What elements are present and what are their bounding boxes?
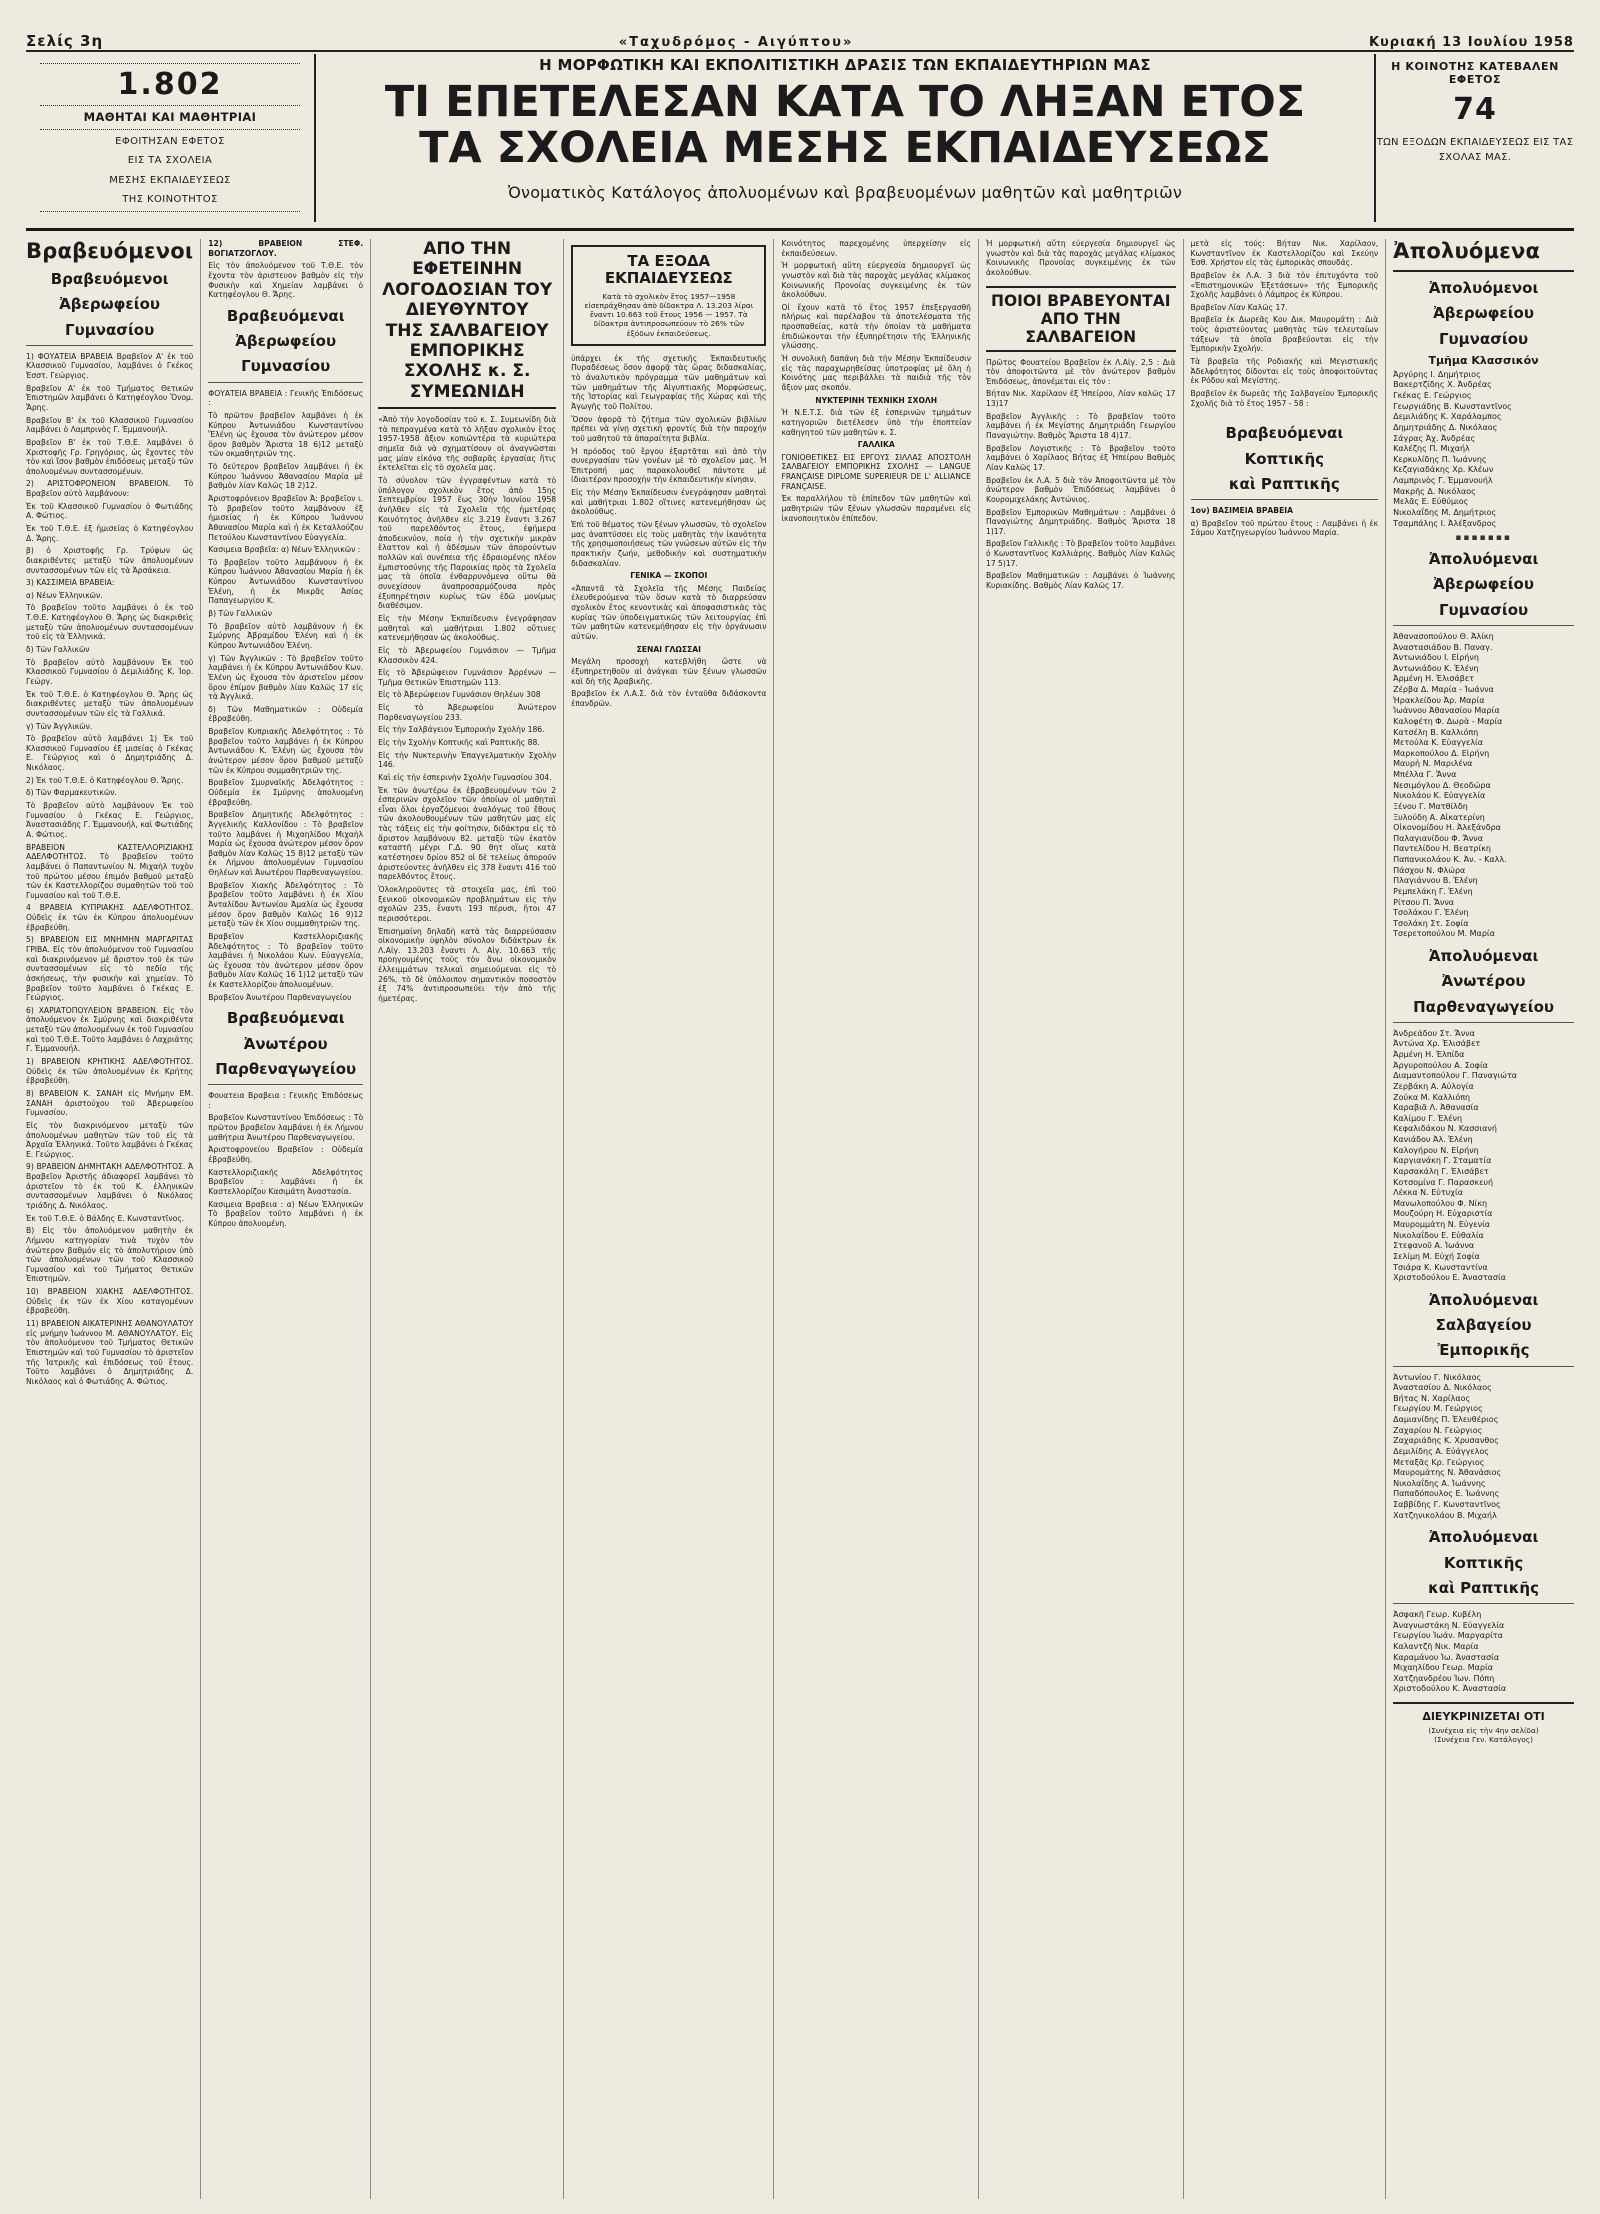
col3-lede — [378, 415, 556, 611]
list-item: Μουζούρη Η. Εὐχαριστία — [1393, 1209, 1493, 1219]
col4-para: Εἰς τὴν Μέσην Ἐκπαίδευσιν ἐνεγράφησαν μαθηταὶ καὶ μαθήτριαι 1.802 οἵτινες κατενεμήθησαν ὡς ἀκολούθως. — [571, 488, 767, 517]
col1-item: 8) ΒΡΑΒΕΙΟΝ Κ. ΣΑΝΑΗ εἰς Μνήμην ΕΜ. ΣΑΝΑΗ ἀριστούχου τοῦ Ἀβερωφείου Γυμνασίου. — [26, 1088, 194, 1118]
list-item: Ζερβάκη Α. Αὐλογία — [1393, 1081, 1474, 1091]
list-item: Μαρκοπούλου Δ. Εἰρήνη — [1393, 748, 1490, 758]
left-box-line3: ΕΙΣ ΤΑ ΣΧΟΛΕΙΑ — [127, 155, 213, 167]
list-item: Δημητριάδης Δ. Νικόλαος — [1393, 422, 1498, 432]
masthead-right-box — [1374, 54, 1574, 222]
col2-item: Βραβεῖον Ἀνωτέρου Παρθεναγωγείου — [208, 992, 352, 1002]
col1-item: 4 ΒΡΑΒΕΙΑ ΚΥΠΡΙΑΚΗΣ ΑΔΕΛΦΟΤΗΤΟΣ. Οὐδεὶς ἐκ τῶν ἐκ Κύπρου ἀπολυομένων ἐβραβεύθη. — [26, 903, 194, 932]
list-item: Πάσχου Ν. Φλώρα — [1393, 865, 1466, 875]
col4-para: Ἐπὶ τοῦ θέματος τῶν ξένων γλωσσῶν, τὸ σχολεῖον μας ἀναπτύσσει εἰς τοὺς μαθητὰς τὴν ἱκανότητα τῆς χρησιμοποιήσεως τῶν γνώσεων αὐτῶν εἰς τὴν πρακτικὴν ζωήν, μεθοδικὴν καὶ συστηματικὴν διδασκαλίαν. — [571, 520, 767, 568]
col2-item: β) Τῶν Γαλλικῶν — [208, 609, 273, 619]
col8-footer-line-2: (Συνέχεια Γεν. Κατάλογος) — [1434, 1735, 1534, 1745]
col2-item: Ἀριστοφρόνειον Βραβεῖον Ἀ: βραβεῖον ι. Τὸ βραβεῖον τοῦτο λαμβάνουν ἐξ ἡμισείας ἡ ἐκ Κύπρου Ἰωάννου Ἀθανασίου Μαρία καὶ ἡ ἐκ Κεταλλούζου Πετούλου Κωνσταντίνου Εὐαγγελία. — [208, 494, 364, 542]
col1-item: Β) Εἰς τὸν ἀπολυόμενον μαθητὴν ἐκ Λήμνου κατηγορίαν τινὰ τυχὸν τὸν ἀνώτερον βαθμόν εἰς τὸ ἀπολυτήριον ὑπὸ τῶν ἀπολυομένων τῶν τοῦ Κλασσικοῦ Γυμνασίου καὶ τοῦ Τμήματος Θετικῶν Ἐπιστημῶν. — [26, 1226, 194, 1284]
col7-section2-head: 1ον) ΒΑΣΙΜΕΙΑ ΒΡΑΒΕΙΑ — [1190, 506, 1293, 515]
col8-g2-title-2: Ἀνωτέρου — [1441, 972, 1526, 991]
list-item: Παπαδόπουλος Ε. Ἰωάννης — [1393, 1489, 1500, 1499]
col1-item: 5) ΒΡΑΒΕΙΟΝ ΕΙΣ ΜΝΗΜΗΝ ΜΑΡΓΑΡΙΤΑΣ ΓΡΙΒΑ. Εἰς τὸν ἀπολυόμενον τοῦ Γυμνασίου καὶ διακρινόμενον μὲ ἄριστον τοῦ ἐκ τῶν συντασσομένων εἰς τὸ πεδίο τῆς ἀσκήσεως, τὴν φυσικὴν καὶ χημείαν. Τὸ βραβεῖον τοῦτο λαμβάνει ὁ Γκέκας Ε. Γεώργιος. — [26, 935, 194, 1003]
list-item: Βακερτζίδης Χ. Ἀνδρέας — [1393, 380, 1492, 390]
col4-para: Βραβεῖον ἐκ Λ.Α.Σ. διὰ τὸν ἐνταῦθα διδάσκοντα ἐπανδρῶν. — [571, 689, 767, 708]
col1-sub-2: Ἀβερωφείου — [59, 295, 161, 314]
col8-g1-names — [1393, 632, 1574, 940]
column-8-heading: Ἀπολυόμενα — [1393, 239, 1541, 263]
col5-french-body: ΓΟΝΙΟΘΕΤΙΚΕΣ ΕΙΣ ΕΡΓΟΥΣ ΣΙΛΛΑΣ ΑΠΟΣΤΟΛΗ ΣΑΛΒΑΓΕΙΟΥ ΕΜΠΟΡΙΚΗΣ ΣΧΟΛΗΣ — LANGUE FRANÇAISE DIPLOME SUPERIEUR DE L' ALLIANCE FRANÇAISE. — [781, 452, 971, 491]
col3-award: Εἰς τὴν Νυκτερινὴν Ἐπαγγελματικὴν Σχολὴν 146. — [378, 750, 557, 770]
list-item: Οἰκονομίδου Η. Ἀλεξάνδρα — [1393, 823, 1501, 833]
col2-item: Βραβεῖον Κυπριακῆς Ἀδελφότητος : Τὸ βραβεῖον τοῦτο λαμβάνει ἡ ἐκ Κύπρου Ἀντωνιάδου Κ. Ἑλένη ὡς ἔχουσα τὸν ἀνώτερον μέσον ὅρον βαθμοῦ μεταξὺ τῶν ἐκ Κύπρου συμμαθητριῶν της. — [208, 727, 364, 775]
col6-entry: Βήταν Νικ. Χαρίλαον ἐξ Ἠπείρου, Λίαν καλῶς 17 13)17 — [985, 389, 1176, 409]
col1-item: β) ὁ Χριστοφῆς Γρ. Τρύφων ὡς διακριθέντες μεταξὺ τῶν ἀπολυομένων συντασσομένων τῶν εἰς τὰ Ἀρσάκεια. — [26, 546, 194, 575]
col1-item: Τὸ βραβεῖον αὐτὸ λαμβάνει 1) Ἐκ τοῦ Κλασσικοῦ Γυμνασίου ἐξ μισείας ὁ Γκέκας Ε. Γεώργιος καὶ ὁ Δημητριάδης Δ. Νικόλαος. — [26, 734, 194, 773]
feature-headline-line-2: ΤΗΣ ΣΑΛΒΑΓΕΙΟΥ ΕΜΠΟΡΙΚΗΣ ΣΧΟΛΗΣ κ. Σ. ΣΥΜΕΩΝΙΔΗ — [385, 320, 549, 402]
col5-french-head: ΓΑΛΛΙΚΑ — [857, 440, 895, 450]
percentage-figure: 74 — [1453, 92, 1497, 127]
column-5 — [773, 239, 978, 2199]
list-item: Μακρῆς Δ. Νικόλαος — [1393, 486, 1476, 496]
list-item: Μιχαηλίδου Γεωρ. Μαρία — [1393, 1663, 1493, 1673]
col2-item: Βραβεῖον Σμυρναϊκῆς Ἀδελφότητος : Οὐδεμία ἐκ Σμύρνης ἀπολυομένη ἐβραβεύθη. — [208, 778, 364, 807]
col8-g2-title-3: Παρθεναγωγείου — [1413, 997, 1554, 1016]
col5-para: Ἡ συνολικὴ δαπάνη διὰ τὴν Μέσην Ἐκπαίδευσιν εἰς τὰς παραχωρηθείσας ὑποτροφίας μὲ ὅλη ἡ Κοινότης μας περιβάλλει τὰ παιδιὰ τῆς τὸν ἄξιον μας σκοπόν. — [781, 354, 971, 392]
list-item: Χριστοδούλου Ε. Ἀναστασία — [1393, 1273, 1506, 1283]
col2-item2: Κασιμεια Βραβεια : α) Νέων Ἑλληνικῶν Τὸ βραβεῖον τοῦτο λαμβάνει ἡ ἐκ Κύπρου ἀπολυομένη. — [208, 1199, 364, 1228]
col1-sub-3: Γυμνασίου — [65, 320, 155, 339]
col1-item: Τὸ βραβεῖον αὐτὸ λαμβάνουν Ἐκ τοῦ Κλασσικοῦ Γυμνασίου ὁ Δεμιλιάδης Κ. Ἰορ. Γεώργ. — [26, 657, 194, 686]
col8-g4-title-2: Κοπτικῆς — [1443, 1553, 1524, 1572]
list-item: Χριστοδούλου Κ. Ἀναστασία — [1393, 1684, 1507, 1694]
col3-award: Εἰς τὴν Μέσην Ἐκπαίδευσιν ἐνεγράφησαν μαθηταὶ καὶ μαθήτριαι 1.802 οὕτινες κατενεμήθησαν ὡς ἀκολούθως. — [378, 613, 557, 643]
list-item: Ἀναστασίου Δ. Νικόλαος — [1393, 1383, 1492, 1393]
col2-item: Βραβεῖον Χιακῆς Ἀδελφότητος : Τὸ βραβεῖον τοῦτο λαμβάνει ἡ ἐκ Χίου Ἀνταλίδου Ἀντωνίου Ἀμαλία ὡς ἔχουσα μέσον ὅρον βαθμὸν Καλῶς 16 9)12 μεταξὺ τῶν ἐκ Χίου συμμαθητριῶν της. — [208, 880, 364, 929]
list-item: Λαμπρινὸς Γ. Ἐμμανουήλ — [1393, 476, 1493, 485]
left-box-line4: ΜΕΣΗΣ ΕΚΠΑΙΔΕΥΣΕΩΣ — [109, 174, 231, 186]
list-item: Διαμαντοπούλου Γ. Παναγιώτα — [1393, 1071, 1518, 1081]
list-item: Ἀντωνιάδου Ι. Εἰρήνη — [1393, 653, 1479, 663]
col2-item12-body: Εἰς τὸν ἀπολυόμενον τοῦ Τ.Θ.Ε. τὸν ἔχοντα τὸν ἀριστευον βαθμὸν εἰς τὴν Φυσικὴν καὶ Χημείαν λαμβάνει ὁ Κατηφέογλου Θ. Ἄρης. — [208, 261, 364, 300]
col3-para: «Ἀπὸ τὴν λογοδοσίαν τοῦ κ. Σ. Συμεωνίδη διὰ τὰ πεπραγμένα κατὰ τὸ λῆξαν σχολικὸν ἔτος 1957-1958 ἄξιον κοπιῶντέρα τὰ κυριώτερα σημεῖα διὰ νὰ σχηματίσουν οἱ ἀναγνῶσται μας μίαν εἰκόνα τῆς σοβαρᾶς ἐργασίας ἥτις ἐκτελεῖται εἰς τὸ σχολεῖα μας. — [378, 415, 557, 473]
col2-item: Τὸ δεύτερον βραβεῖον λαμβάνει ἡ ἐκ Κύπρου Ἰωάννου Ἀθανασίου Μαρία μὲ βαθμὸν λίαν Καλῶς 18 2)12. — [208, 462, 364, 491]
list-item: Χατζηνικολάου Β. Μιχαήλ — [1393, 1510, 1497, 1520]
col5-para: Οἱ ἔχουν κατὰ τὸ ἔτος 1957 ἐπεξεργασθῆ πλήρως καὶ παρέλαβον τὰ ἀποτελέσματα τῆς προσπαθείας, κατὰ τὴν ὁποίαν τὰ μαθήματα ἐπιδιώκονται τὴν ἐξυπηρέτησιν τῆς Ἑλληνικῆς γλώσσης. — [781, 302, 971, 351]
col2-item2: Βραβεῖον Κωνσταντίνου Ἐπιδόσεως : Τὸ πρῶτον βραβεῖον λαμβάνει ἡ ἐκ Λήμνου μαθήτρια Ἀνωτέρου Παρθεναγωγείου. — [208, 1113, 364, 1142]
list-item: Ἀντωνιάδου Κ. Ἑλένη — [1393, 663, 1479, 673]
masthead-center — [316, 54, 1374, 222]
col7-para: Βραβεῖα ἐκ Δωρεᾶς Κου Δικ. Μαυρομάτη : Διὰ τοὺς ἀριστεύοντας μαθητὰς τῶν τελευταίων τάξεων τὰ ὁποῖα βραβεύονται εἰς τὴν Ἐμπορικὴν Σχολήν. — [1190, 315, 1379, 354]
col3-award: Εἰς τὴν Σαλβάγειον Ἐμπορικὴν Σχολὴν 186. — [378, 725, 545, 735]
col6-body — [986, 358, 1176, 591]
expenses-box-title — [580, 253, 757, 288]
col1-item: γ) Τῶν Ἀγγλικῶν. — [26, 721, 93, 731]
col2-sub-6: Παρθεναγωγείου — [215, 1059, 357, 1078]
col4-section-head-2: ΣΕΝΑΙ ΓΛΩΣΣΑΙ — [636, 644, 701, 654]
col4-intro: ὑπάρχει ἐκ τῆς σχετικῆς Ἐκπαιδευτικῆς Πυραδέσεως ὅσον ἀφορᾷ τὰς ὥρας διδασκαλίας, τὸ ἀναλυτικὸν πρόγραμμα τῶν μαθημάτων καὶ τῶν μαθημάτων τῆς Αἰγυπτιακῆς Μορφώσεως, τῆς Ἱστορίας καὶ Γεωγραφίας τῆς Χώρας καὶ τῆς Ἀγωγῆς τοῦ Πολίτου. — [571, 353, 767, 411]
col2-item: γ) Τῶν Ἀγγλικῶν : Τὸ βραβεῖον τοῦτο λαμβάνει ἡ ἐκ Κύπρου Ἀντωνιάδου Κων. Ἑλένη ὡς ἔχουσα τὸν ἀριστεῖον μέσον ὅρον ἐπίμον βαθμὸν λίαν Καλῶς 17 εἰς τὰ Ἀγγλικά. — [208, 653, 364, 702]
list-item: Ἀρμένη Η. Ἐλισάβετ — [1393, 674, 1474, 684]
list-item: Ξένου Γ. Ματθίλδη — [1393, 801, 1468, 811]
col3-award: Εἰς τὸ Ἀβερωφείου Ἀνώτερον Παρθεναγωγείου 233. — [378, 703, 557, 722]
col8-g0-title-1: Ἀπολυόμενοι — [1428, 279, 1539, 297]
list-item: Ξυλούδη Α. Αἰκατερίνη — [1393, 812, 1485, 822]
col5-para: Κοινότητος παρεχομένης ὑπερχείσην εἰς ἐκπαιδεύσεων. — [781, 239, 971, 258]
col1-body — [26, 352, 193, 1387]
col1-item: 11) ΒΡΑΒΕΙΟΝ ΑΙΚΑΤΕΡΙΝΗΣ ΑΘΑΝΟΥΛΑΤΟΥ εἰς μνήμην Ἰωάννου Μ. ΑΘΑΝΟΥΛΑΤΟΥ. Εἰς τὸν ἀπολυόμενον τοῦ Τμήματος Θετικῶν Ἐπιστημῶν καὶ τοῦ Γυμνασίου τὸ ἀριστεῖον τῆς Ἰατρικῆς καὶ ἐπιδόσεως τοῦ ἔτους. Τοῦτο λαμβάνει ὁ Δημητριάδης Δ. Νικόλαος καὶ ὁ Φωτιάδης Α. Φώτιος. — [26, 1319, 194, 1386]
col1-item: δ) Τῶν Φαρμακευτικῶν. — [26, 788, 117, 798]
list-item: Βήτας Ν. Χαρίλαος — [1393, 1393, 1471, 1403]
article-grid — [26, 239, 1574, 2199]
col2-item: δ) Τῶν Μαθηματικῶν : Οὐδεμία ἐβραβεύθη. — [208, 704, 364, 724]
list-item: Μπέλλα Γ. Ἄννα — [1393, 770, 1457, 779]
column-8 — [1385, 239, 1574, 2199]
col3-award: Ἐπισημαίνη δηλαδὴ κατὰ τὰς διαρρεύσασιν οἰκονομικὴν ὑψηλὸν σύνολον διδάκτρων ἐκ Λ.Αἰγ. 13.203 ἔναντι Λ. Αἰγ. 10.663 τῆς προηγουμένης τοὺς τὸν ἄνω οἰκονομικὸν ἐλλειμμάτων τελικαὶ σημειούμεναι εἰς τὸ 26%, τὸ δὲ ὑπόλοιπον σημαντικὸν ποσοστὸν ἐξ 74% ἀντιπροσωπεύει τὴν ἀπὸ τῆς ἡμετέρας. — [378, 926, 557, 1003]
list-item: Καραβιᾶ Λ. Ἀθανασία — [1393, 1103, 1479, 1113]
col4-body — [571, 354, 766, 709]
list-item: Μελᾶς Ε. Εὐθύμιος — [1393, 497, 1469, 507]
list-item: Ἀντωνίου Γ. Νικόλαος — [1393, 1372, 1482, 1382]
col6-entry: Βραβεῖον Γαλλικῆς : Τὸ βραβεῖον τοῦτο λαμβάνει ὁ Κωνσταντῖνος Καλλιάρης. Βαθμὸς Λίαν Καλῶς 17 5)17. — [985, 539, 1176, 568]
col8-g4-names — [1393, 1610, 1574, 1695]
col7-para: Βραβεῖον ἐκ δωρεᾶς τῆς Σαλβαγείου Ἐμπορικῆς Σχολῆς διὰ τὸ ἔτος 1957 - 58 : — [1190, 388, 1379, 408]
col7-body — [1191, 239, 1379, 408]
col2-sub-3: Γυμνασίου — [241, 357, 331, 376]
list-item: Πλαγιάννου Β. Ἑλένη — [1393, 876, 1478, 886]
col7-section-head-1: Βραβευόμεναι — [1225, 424, 1344, 443]
col3-award: Εἰς τὸ Ἀβερωφείου Γυμνάσιον — Τμῆμα Κλασσικὸν 424. — [378, 645, 557, 665]
list-item: Κοτσομίνα Γ. Παρασκευή — [1393, 1177, 1494, 1187]
col8-g3-title-2: Σαλβαγείου — [1435, 1316, 1532, 1334]
col2-sub-4: Βραβευόμεναι — [226, 1009, 345, 1028]
col8-g2-names — [1393, 1029, 1574, 1284]
col1-item: Ἐκ τοῦ Κλασσικοῦ Γυμνασίου ὁ Φωτιάδης Α. Φώτιος. — [26, 501, 194, 521]
list-item: Κατσέλη Β. Καλλιόπη — [1393, 727, 1479, 737]
list-item: Κερκυλίδης Π. Ἰωάννης — [1393, 454, 1487, 464]
awards-banner: ΠΟΙΟΙ ΒΡΑΒΕΥΟΝΤΑΙ ΑΠΟ ΤΗΝ ΣΑΛΒΑΓΕΙΟΝ — [986, 286, 1176, 352]
column-1-heading: Βραβευόμενοι — [26, 239, 194, 263]
col2-sub-2: Ἀβερωφείου — [235, 332, 337, 351]
list-item: Γκέκας Ε. Γεώργιος — [1393, 391, 1472, 400]
list-item: Σάγρας Ἀχ. Ἀνδρέας — [1393, 433, 1476, 443]
col1-sub-1: Βραβευόμενοι — [50, 270, 169, 288]
col1-item: 2) Ἐκ τοῦ Τ.Θ.Ε. ὁ Κατηφέογλου Θ. Ἄρης. — [26, 775, 184, 785]
ornament-divider: ▪▪▪▪▪▪▪ — [1455, 533, 1512, 544]
expenses-box-body: Κατὰ τὸ σχολικὸν ἔτος 1957—1958 εἰσεπράχθησαν ἀπὸ δίδακτρα Λ. 13.203 λίραι ἔναντι 10.663 τοῦ ἔτους 1956 — 1957. Τὰ δίδακτρα ἀντιπροσωπεύουν τὸ 26% τῶν ἐξόδων ἐκπαιδεύσεως. — [584, 291, 754, 338]
list-item: Μετούλα Κ. Εὐαγγελία — [1393, 738, 1484, 748]
feature-headline — [378, 239, 556, 409]
col2-item: Τὸ βραβεῖον αὐτὸ λαμβάνουν ἡ ἐκ Σμύρνης Ἀβραμίδου Ἑλένη καὶ ἡ ἐκ Κύπρου Ἀντωνιάδου Ἑλένη. — [208, 621, 364, 650]
list-item: Σαββίδης Γ. Κωνσταντῖνος — [1393, 1500, 1501, 1509]
col8-footer-head: ΔΙΕΥΚΡΙΝΙΖΕΤΑΙ ΟΤΙ — [1422, 1710, 1545, 1723]
col1-item: Βραβεῖον Β' ἐκ τοῦ Κλασσικοῦ Γυμνασίου λαμβάνει ὁ Λαμπρινὸς Γ. Ἐμμανουήλ. — [26, 415, 194, 435]
col8-g1-title-1: Ἀπολυόμεναι — [1428, 550, 1539, 569]
list-item: Ἀρμένη Η. Ἐλπίδα — [1393, 1050, 1465, 1059]
list-item: Μανωλοπούλου Φ. Νίκη — [1393, 1198, 1488, 1208]
list-item: Κανιάδου Ἀλ. Ἑλένη — [1393, 1135, 1473, 1144]
list-item: Γεωργίου Ἰωάν. Μαργαρίτα — [1393, 1631, 1503, 1641]
list-item: Ζέρβα Δ. Μαρία - Ἰωάννα — [1393, 685, 1494, 694]
col4-para: Μεγάλη προσοχὴ κατεβλήθη ὥστε νὰ ἐξυπηρετηθοῦν αἱ ἀνάγκαι τῶν ξένων γλωσσῶν καὶ δὴ τῆς Ἀραβικῆς. — [571, 657, 767, 686]
col1-item: 3) ΚΑΣΣΙΜΕΙΑ ΒΡΑΒΕΙΑ: — [26, 578, 115, 588]
col2-item: ΦΟΥΑΤΕΙΑ ΒΡΑΒΕΙΑ : Γενικῆς Ἐπιδόσεως : — [208, 388, 364, 408]
list-item: Ζαχαρίου Ν. Γεώργιος — [1393, 1425, 1483, 1435]
list-item: Ρεμπελάκη Γ. Ἑλένη — [1393, 886, 1473, 896]
list-item: Λέκκα Ν. Εὐτυχία — [1393, 1188, 1463, 1198]
col8-g4-title-3: καὶ Ραπτικῆς — [1428, 1578, 1539, 1597]
list-item: Νεσιμόγλου Δ. Θεοδώρα — [1393, 780, 1491, 790]
list-item: Νικολαΐδης Α. Ἰωάννης — [1393, 1478, 1486, 1488]
col6-entry: Βραβεῖον ἐκ Λ.Α. 5 διὰ τὸν Ἀποφοιτῶντα μὲ τὸν ἀνώτερον βαθμὸν Ἐπιδόσεως λαμβάνει ὁ Κουρομιχελάκης Ἀντώνιος. — [985, 475, 1176, 504]
list-item: Καλέζης Π. Μιχαήλ — [1393, 444, 1470, 454]
col1-item: 6) ΧΑΡΙΑΤΟΠΟΥΛΕΙΟΝ ΒΡΑΒΕΙΟΝ. Εἰς τὸν ἀπολυόμενον ἐκ Σμύρνης καὶ διακριθέντα μεταξὺ τῶν ἀπολυομένων ἐκ τοῦ Γυμνασίου καὶ τοῦ Τ.Θ.Ε. Τοῦτο λαμβάνει ὁ Λαχριάτης Γ. Ἐμμανουήλ. — [26, 1005, 194, 1054]
col1-item: α) Νέων Ἑλληνικῶν. — [26, 590, 103, 600]
list-item: Ἀνδρεάδου Στ. Ἄννα — [1393, 1028, 1475, 1038]
col1-item: Ἐκ τοῦ Τ.Θ.Ε. ὁ Κατηφέογλου Θ. Ἄρης ὡς διακριθέντες μεταξὺ τῶν ἀπολυομένων συντασσομένων τῶν εἰς τὰ Γαλλικά. — [26, 689, 194, 718]
list-item: Καραμάνου Ἰω. Ἀναστασία — [1393, 1652, 1500, 1662]
col8-g1-title-2: Ἀβερωφείου — [1433, 575, 1534, 594]
list-item: Μαυρομάτης Ν. Ἀθανάσιος — [1393, 1468, 1502, 1478]
col2-item2: Καστελλοριζιακῆς Ἀδελφότητος Βραβεῖον : λαμβάνει ἡ ἐκ Καστελλορίζου Κασιμάτη Ἀναστασία. — [208, 1167, 364, 1196]
list-item: Νικολαΐδης Μ. Δημήτριος — [1393, 507, 1497, 517]
col5-body — [781, 239, 971, 523]
col6-intro-pre: Ἡ μορφωτικὴ αὕτη εὐεργεσία δημιουργεῖ ὡς γνωστὸν καὶ διὰ τὰς παροχὰς μεγάλας κλίμακος Κοινωνικῆς Προνοίας συγκειμένης ἐκ τῶν ἀκολούθων. — [985, 239, 1176, 277]
column-1 — [26, 239, 200, 2199]
col1-item: Ἐκ τοῦ Τ.Θ.Ε. ἐξ ἡμισείας ὁ Κατηφέογλου Δ. Ἄρης. — [26, 524, 194, 543]
col8-g0-title-2: Ἀβερωφείου — [1433, 304, 1534, 323]
list-item: Ἰωάννου Ἀθανασίου Μαρία — [1393, 706, 1500, 716]
list-item: Γεωργιάδης Β. Κωνσταντῖνος — [1393, 401, 1512, 411]
col6-entry: Βραβεῖον Λογιστικῆς : Τὸ βραβεῖον τοῦτο λαμβάνει ὁ Χαρίλαος Βήτας ἐξ Ἠπείρου Βαθμὸς Λίαν Καλῶς 17. — [985, 443, 1176, 472]
col3-award: Εἰς τὸ Ἀβερώφειον Γυμνάσιον Θηλέων 308 — [378, 690, 541, 700]
col6-entry: Βραβεῖον Μαθηματικῶν : Λαμβάνει ὁ Ἰωάννης Κυριακίδης. Βαθμὸς Λίαν Καλῶς 17. — [985, 571, 1176, 591]
list-item: Καλοφέτη Φ. Δωρὰ - Μαρία — [1393, 716, 1503, 726]
col6-intro: Πρῶτος Φουατείου Βραβεῖον ἐκ Λ.Αἰγ. 2,5 : Διὰ τὸν ἀποφοιτῶντα μὲ τὸν ἀνώτερον βαθμὸν Ἐπιδόσεως, ἀπονέμεται εἰς τὸν : — [985, 357, 1176, 386]
col6-top-filler — [986, 239, 1176, 278]
list-item: Ἀργύρης Ι. Δημήτριος — [1393, 369, 1481, 379]
list-item: Τσιάρα Κ. Κωνσταντίνα — [1393, 1262, 1488, 1272]
list-item: Ἀσφακῆ Γεωρ. Κυβέλη — [1393, 1610, 1482, 1619]
list-item: Κεφαλιδάκου Ν. Κασσιανή — [1393, 1124, 1497, 1134]
col7-para: μετὰ εἰς τούς: Βήταν Νικ. Χαρίλαον, Κωνσταντῖνον ἐκ Καστελλορίζου καὶ Σκεύην Ἐσθ. Χρήστον εἰς τὰς ἐμπορικὰς σπουδάς. — [1190, 239, 1379, 268]
col7-section2-body: α) Βραβεῖον τοῦ πρώτου ἔτους : Λαμβάνει ἡ ἐκ Σάμου Χατζηγεωργίου Ἰωάννου Μαρία. — [1190, 518, 1379, 538]
col6-entry: Βραβεῖον Ἐμπορικῶν Μαθημάτων : Λαμβάνει ὁ Παναγιώτης Δημητριάδης. Βαθμὸς Ἄριστα 18 1)17. — [985, 507, 1176, 536]
col8-g1-title-3: Γυμνασίου — [1438, 600, 1529, 619]
column-2 — [200, 239, 370, 2199]
col8-g0-subtitle: Τμῆμα Κλασσικόν — [1428, 353, 1539, 367]
right-box-line1: Η ΚΟΙΝΟΤΗΣ ΚΑΤΕΒΑΛΕΝ ΕΦΕΤΟΣ — [1391, 60, 1559, 86]
list-item: Νικολάου Κ. Εὐαγγελία — [1393, 791, 1486, 801]
col2-item12-head: 12) ΒΡΑΒΕΙΟΝ ΣΤΕΦ. ΒΟΓΙΑΤΖΟΓΛΟΥ. — [208, 239, 364, 258]
list-item: Δαμιανίδης Π. Ἐλευθέριος — [1393, 1415, 1499, 1424]
col1-item: 2) ΑΡΙΣΤΟΦΡΟΝΕΙΟΝ ΒΡΑΒΕΙΟΝ. Τὸ Βραβεῖον αὐτὸ λαμβάνουν: — [26, 479, 194, 499]
list-item: Ἡρακλείδου Ἀρ. Μαρία — [1393, 695, 1485, 705]
list-item: Δεμιλιάδης Κ. Χαράλαμπος — [1393, 412, 1502, 422]
col2-item: Βραβεῖον Καστελλοριζιακῆς Ἀδελφότητος : Τὸ βραβεῖον τοῦτο λαμβάνει ἡ Νικολάου Κων. Εὐαγγελία, ὡς ἔχουσα τὸν ἀνώτερον μέσον ὅρον βαθμὸν λίαν Καλῶς 16 1)12 μεταξὺ τῶν ἐκ Καστελλορίζου ἀπολυομένων. — [208, 931, 364, 990]
col5-night-head: ΝΥΚΤΕΡΙΝΗ ΤΕΧΝΙΚΗ ΣΧΟΛΗ — [815, 395, 938, 405]
list-item: Ρίτσου Π. Ἄννα — [1393, 897, 1455, 907]
list-item: Καλίμου Γ. Ἑλένη — [1393, 1113, 1463, 1123]
list-item: Δεμιλίδης Α. Εὐάγγελος — [1393, 1446, 1489, 1456]
column-4 — [563, 239, 773, 2199]
expenses-box — [571, 245, 766, 346]
col7-para: Βραβεῖον ἐκ Λ.Α. 3 διὰ τὸν ἐπιτυχόντα τοῦ «Ἐπιστημονικῶν Ἐξετάσεων» τῆς Ἐμπορικῆς Σχολῆς λαμβάνει ὁ Λάμπρος ἐκ Κύπρου. — [1190, 270, 1379, 300]
col8-g0-title-3: Γυμνασίου — [1438, 329, 1529, 348]
col8-g3-names — [1393, 1373, 1574, 1522]
col2-item: Τὸ βραβεῖον τοῦτο λαμβάνουν ἡ ἐκ Κύπρου Ἰωάννου Ἀθανασίου Μαρία ἡ ἐκ Κύπρου Ἀντωνιάδου Κωνσταντίνου Ἑλένη, ἡ ἐκ Μικρᾶς Ἀσίας Παπαγεωργίου Κ. — [208, 557, 364, 606]
col3-award: Ἐκ τῶν ἀνωτέρω ἐκ ἐβραβευομένων τῶν 2 ἑσπερινῶν σχολεῖον τῶν ὁποίων οἱ μαθηταὶ εἶναι ὅλοι ἐργαζόμενοι ἀναλόγως τοῦ ἔθους τῶν ἀκολουθουμένων τῶν μαθητῶν μας εἰς τὰς τάξεις εἰς τὴν φοίτησιν, διδάκτρα εἰς τὸ ἄριστον λαμβάνουν 82. μεταξὺ τῶν ἑκατὸν καταστῆ μέγρι Γ.Δ. 90 θητ οἵως κατὰ κατέστησεν δρίον 852 οἱ δὲ τελείως ἀποροῦν ἀριστεύοντες ἀνῆλθεν εἰς 378 ἔναντι 416 τοῦ παρελθόντος ἔτους. — [378, 785, 557, 882]
col1-item: Βραβεῖον Β' ἐκ τοῦ Τ.Θ.Ε. λαμβάνει ὁ Χριστοφῆς Γρ. Γρηγόριος, ὡς ἔχοντες τὸν τὸν καὶ ἴσον βαθμὸν ἐπιδόσεως μεταξὺ τῶν ἀπολυομένων συντασσομένων. — [26, 437, 194, 476]
masthead-left-box — [26, 54, 316, 222]
col1-item: 9) ΒΡΑΒΕΙΟΝ ΔΗΜΗΤΑΚΗ ΑΔΕΛΦΟΤΗΤΟΣ. Ἀ Βραβεῖον Ἀριστῆς ἀδιαφορεῖ λαμβάνει τὸ ἀριστεῖον τὸ ἐκ τοῦ Κ. ἐλληνικῶν συντασσομένων λαμβάνει ὁ Νικόλαος τριάδης Δ. Νικόλαος. — [26, 1162, 194, 1210]
col1-item: Βραβεῖον Α' ἐκ τοῦ Τμήματος Θετικῶν Ἐπιστημῶν λαμβάνει ὁ Κατηφέογλου Ὄνομ. Ἄρης. — [26, 383, 194, 412]
list-item: Τσερετοπούλου Μ. Μαρία — [1393, 929, 1495, 939]
expenses-title-line1: ΤΑ ΕΞΟΔΑ — [627, 252, 711, 270]
list-item: Καργιανάκη Γ. Σταματία — [1393, 1156, 1492, 1166]
student-count: 1.802 — [117, 67, 223, 102]
col5-para: Ἡ μορφωτικὴ αὕτη εὐεργεσία δημιουργεῖ ὡς γνωστὸν καὶ διὰ τὰς παροχὰς μεγάλας κλίμακος Κοινωνικῆς Προνοίας συγκειμένης ἐκ τῶν ἀκολούθων. — [781, 261, 971, 300]
list-item: Καλογήρου Ν. Εἰρήνη — [1393, 1145, 1479, 1155]
col4-para: «Ἀπαντᾶ τὰ Σχολεῖα τῆς Μέσης Παιδείας ἐλευθερούμενα τῶν ὅσων κατὰ τὸ διαρρεύσαν σχολικὸν ἔτος κενοντικὰς καὶ ἀποφασιστικὰς τὰς κυρίας τῶν ὑποδειγματικῶς τῶν λειτουργίας ἐπὶ τῶν μαθητῶν κατενεμήθησαν εἰς τὴν ὀργάνωσιν αὐτῶν. — [571, 583, 767, 642]
col1-item: 10) ΒΡΑΒΕΙΟΝ ΧΙΑΚΗΣ ΑΔΕΛΦΟΤΗΤΟΣ. Οὐδεὶς ἐκ τῶν ἐκ Χίου καταγομένων ἐβραβεύθη. — [26, 1287, 194, 1316]
col2-body — [208, 389, 363, 1003]
col7-section-head-3: καὶ Ραπτικῆς — [1228, 474, 1340, 493]
col1-item: Εἰς τὸν διακρινόμενον μεταξὺ τῶν ἀπολυομένων μαθητῶν τῶν τοῦ εἰς τὰ Ἀρχαῖα Ἑλληνικά. Τοῦτο λαμβάνει ὁ Γκέκας Ε. Γεώργιος. — [26, 1120, 194, 1159]
col3-awards — [378, 614, 556, 1004]
col4-section-head: ΓΕΝΙΚΑ — ΣΚΟΠΟΙ — [630, 571, 708, 581]
list-item: Ἀθανασοπούλου Θ. Ἀλίκη — [1393, 631, 1494, 641]
col2-item: Βραβεῖον Δημητικῆς Ἀδελφότητος : Ἀγγελικῆς Καλλονίδου : Τὸ βραβεῖον τοῦτο λαμβάνει ἡ Μιχαηλίδου Μιχαὴλ Μαρία ὡς ἔχουσα ἀνώτερον μέσον ὅρον βαθμὸν λίαν Καλῶς 15 8)12 μεταξὺ τῶν ἐκ Λήμνου ἀπολυομένων Γυμνασίου Θηλέων καὶ Ἀνωτέρου Παρθεναγωγείου. — [208, 810, 364, 878]
col3-award: Καὶ εἰς τὴν ἑσπερινὴν Σχολὴν Γυμνασίου 304. — [378, 772, 552, 782]
col1-item: 1) ΦΟΥΑΤΕΙΑ ΒΡΑΒΕΙΑ Βραβεῖον Α' ἐκ τοῦ Κλασσικοῦ Γυμνασίου, λαμβάνει ὁ Γκέκος Ἐσστ. Γεώργιος. — [26, 351, 194, 381]
list-item: Τσολάκη Στ. Σοφία — [1393, 918, 1469, 928]
expenses-title-line2: ΕΚΠΑΙΔΕΥΣΕΩΣ — [604, 269, 733, 288]
col2-item2: Φουατεια Βραβεια : Γενικῆς Ἐπιδόσεως : — [208, 1091, 364, 1110]
col8-g3-title-3: Ἐμπορικῆς — [1437, 1341, 1530, 1360]
list-item: Τσαμπάλης Ι. Ἀλέξανδρος — [1393, 518, 1497, 528]
col1-item: Τὸ βραβεῖον αὐτὸ λαμβάνουν Ἐκ τοῦ Γυμνασίου ὁ Γκέκας Ε. Γεώργιος, Ἀναστασιάδης Γ. Ἐμμανουήλ, καὶ Φωτιάδης Α. Φώτιος. — [26, 801, 194, 839]
col2-sub-5: Ἀνωτέρου — [243, 1034, 328, 1053]
feature-headline-line-1: ΑΠΟ ΤΗΝ ΕΦΕΤΕΙΝΗΝ ΛΟΓΟΔΟΣΙΑΝ ΤΟΥ ΔΙΕΥΘΥΝΤΟΥ — [382, 239, 553, 321]
list-item: Ἀντώνα Χρ. Ἐλισάβετ — [1393, 1039, 1481, 1049]
list-item: Παντελίδου Η. Βεατρίκη — [1393, 844, 1491, 854]
column-7 — [1183, 239, 1386, 2199]
list-item: Γεωργίου Μ. Γεώργιος — [1393, 1404, 1483, 1414]
list-item: Καρσακάλη Γ. Ἐλισάβετ — [1393, 1166, 1489, 1176]
col2-body-2 — [208, 1091, 363, 1228]
col8-g0-names — [1393, 370, 1574, 529]
col1-item: Ἐκ τοῦ Τ.Θ.Ε. ὁ Βάλδης Ε. Κωνσταντῖνος. — [26, 1213, 185, 1223]
kicker: Η ΜΟΡΦΩΤΙΚΗ ΚΑΙ ΕΚΠΟΛΙΤΙΣΤΙΚΗ ΔΡΑΣΙΣ ΤΩΝ ΕΚΠΑΙΔΕΥΤΗΡΙΩΝ ΜΑΣ — [539, 56, 1151, 74]
list-item: Ἀργυροπούλου Α. Σοφία — [1393, 1060, 1488, 1070]
col6-entry: Βραβεῖον Ἀγγλικῆς : Τὸ βραβεῖον τοῦτο λαμβάνει ἡ ἐκ Μεγίστης Δημητριάδη Γεωργίου Παναγιώτην. Βαθμὸς Ἄριστα 18 4)17. — [985, 411, 1176, 441]
col5-french-body-2: Ἐκ παραλλήλου τὸ ἐπίπεδον τῶν μαθητῶν καὶ μαθητριῶν τῶν ξένων γλωσσῶν παραμένει εἰς ἱκανοποιητικὸν ἐπίπεδον. — [781, 494, 971, 523]
list-item: Ζούκα Μ. Καλλιόπη — [1393, 1092, 1471, 1102]
list-item: Χατζηανδρέου Ἰων. Πόπη — [1393, 1673, 1495, 1683]
col1-item: δ) Τῶν Γαλλικῶν — [26, 645, 90, 655]
list-item: Μεταξᾶς Κρ. Γεώργιος — [1393, 1457, 1485, 1467]
col8-g2-title-1: Ἀπολυόμεναι — [1428, 947, 1539, 965]
list-item: Σελίμη Μ. Εὐχή Σοφία — [1393, 1251, 1480, 1261]
col1-item: Τὸ βραβεῖον τοῦτο λαμβάνει ὁ ἐκ τοῦ Τ.Θ.Ε. Κατηφέογλου Θ. Ἄρης ὡς διακριθεὶς μεταξὺ τῶν ἀπολυομένων συντασσομένων τοῦ εἰς τὰ Ἑλληνικά. — [26, 603, 194, 642]
col2-sub-1: Βραβευόμεναι — [226, 306, 345, 325]
left-box-line2: ΕΦΟΙΤΗΣΑΝ ΕΦΕΤΟΣ — [115, 135, 225, 147]
right-box-line2: ΤΩΝ ΕΞΟΔΩΝ ΕΚΠΑΙΔΕΥΣΕΩΣ ΕΙΣ ΤΑΣ ΣΧΟΛΑΣ ΜΑΣ. — [1376, 137, 1574, 163]
list-item: Κεζαγιαδάκης Χρ. Κλέων — [1393, 465, 1494, 475]
col4-para: Ἡ πρόοδος τοῦ ἔργου ἐξαρτᾶται καὶ ἀπὸ τὴν συνεργασίαν τῶν γονέων μὲ τὸ σχολεῖον μας. Ἡ Ἐπιτροπή μας παρακολουθεῖ πάντοτε μὲ ἰδιαιτέραν προσοχὴν τὴν ἐκπαιδευτικὴν κίνησιν. — [571, 446, 767, 485]
list-item: Μαυρομμάτη Ν. Εὐγενία — [1393, 1220, 1491, 1229]
headline-line-1: ΤΙ ΕΠΕΤΕΛΕΣΑΝ ΚΑΤΑ ΤΟ ΛΗΞΑΝ ΕΤΟΣ — [384, 77, 1306, 127]
column-6 — [978, 239, 1183, 2199]
col3-para: Τὸ σύνολον τῶν ἐγγραφέντων κατὰ τὸ ὑπόλογον σχολικὸν ἔτος ἀπὸ 15ης Σεπτεμβρίου 1957 ἕως 30ὴν Ἰουνίου 1958 ἀνῆλθεν εἰς τὰ Σχολεῖα τῆς ἡμετέρας Κοινότητος ἀνῆλθεν εἰς 3.219 ἔναντι 3.267 τοῦ παρελθόντος ἔτους, ἐφήμερα ἀποδεικνύον, ποία ἡ τὴν σχετικὴν μικρὰν ἔλαττον καὶ ἡ ἀδέσμων τῶν ἀπορούντων πολλῶν καὶ συνέπεια τῆς ἐδραιομένης πλέον ἐμπιστοσύνης τῆς Παροικίας πρὸς τὰ Σχολεῖα μας τὰ ὁποῖα ἐνθαρρυνόμενα οὕτω θὰ συνεχίσουν ἀναπροσαρμόζουσα πρὸς ἐξυπηρέτησιν κυρίως τῶν ἐδῶ μονίμως διαθέσιμον. — [378, 475, 557, 611]
list-item: Παλαγιανίδου Φ. Ἄννα — [1393, 833, 1484, 843]
col8-g3-title-1: Ἀπολυόμεναι — [1428, 1290, 1539, 1309]
col2-item: Τὸ πρῶτον βραβεῖον λαμβάνει ἡ ἐκ Κύπρου Ἀντωνιάδου Κωνσταντίνου Ἕλένη ὡς ἔχουσα τὸν ἀνώτερον μέσον ὅρον βαθμὸν Ἄριστα 18 6)12 μεταξὺ τῶν οκμαθητριῶν της. — [208, 410, 364, 459]
col8-g4-title-1: Ἀπολυόμεναι — [1428, 1528, 1539, 1547]
list-item: Παπανικολάου Κ. Ἀν. - Καλλ. — [1393, 855, 1507, 864]
list-item: Ἀναγνωστάκη Ν. Εὐαγγελία — [1393, 1620, 1505, 1630]
list-item: Τσολάκου Γ. Ἑλένη — [1393, 908, 1469, 918]
masthead-top-strip — [26, 24, 1574, 52]
left-box-line5: ΤΗΣ ΚΟΙΝΟΤΗΤΟΣ — [122, 194, 218, 206]
list-item: Νικολαΐδου Ε. Εὐθαλία — [1393, 1230, 1484, 1240]
page-label: Σελίς 3η — [26, 32, 104, 50]
col5-night-body: Ἡ Ν.Ε.Τ.Σ. διὰ τῶν ἐξ ἐσπερινῶν τμημάτων κατηγοριῶν διετέλεσεν ὑπὸ τὴν ἐποπτείαν καθηγητοῦ τῶν μαθητῶν κ. Σ. — [781, 408, 971, 437]
list-item: Ἀναστασιάδου Β. Παναγ. — [1393, 642, 1493, 652]
newspaper-name: «Ταχυδρόμος - Αιγύπτου» — [618, 35, 854, 50]
issue-date: Κυριακή 13 Ιουλίου 1958 — [1368, 35, 1574, 50]
col3-award: Εἰς τὴν Σχολὴν Κοπτικῆς καὶ Ραπτικῆς 88. — [378, 737, 540, 747]
masthead — [26, 24, 1574, 231]
standfirst: Ὀνοματικὸς Κατάλογος ἀπολυομένων καὶ βραβευομένων μαθητῶν καὶ μαθητριῶν — [507, 183, 1182, 203]
col2-item: Κασιμεια Βραβεῖα: α) Νέων Ἑλληνικῶν : — [208, 545, 361, 555]
col3-award: Εἰς τὸ Ἀβερώφειον Γυμνάσιον Ἀρρένων — Τμῆμα Θετικῶν Ἐπιστημῶν 113. — [378, 668, 557, 687]
list-item: Καλαντζῆ Νικ. Μαρία — [1393, 1641, 1479, 1651]
col7-section-head-2: Κοπτικῆς — [1244, 449, 1325, 468]
col3-award: Ὁλοκληροῦντες τὰ στοιχεῖα μας, ἐπὶ τοῦ ξενικοῦ οἰκονομικῶν προβλημάτων εἰς τὴν σχολῶν 235, ἔναντι 193 πέρυσι, ἤτοι 47 περισσότεροι. — [378, 884, 557, 923]
list-item: Στεφανοῦ Α. Ἰωάννα — [1393, 1241, 1475, 1251]
col1-item: ΒΡΑΒΕΙΟΝ ΚΑΣΤΕΛΛΟΡΙΖΙΑΚΗΣ ΑΔΕΛΦΟΤΗΤΟΣ. Τὸ βραβεῖον τοῦτο λαμβάνει ὁ Παπαντωνίου Ν. Μιχαὴλ τυχὸν τοῦ πρώτου μέσου ἐπιμόν βαθμοῦ μεταξὺ τῶν ἐκ Καστελλορίζου συμαθητῶν τοῦ τοῦ Γυμνασίου καὶ τοῦ Τ.Θ.Ε. — [26, 842, 194, 900]
col4-para: Ὅσον ἀφορᾷ τὸ ζήτημα τῶν σχολικῶν βιβλίων πρέπει νὰ γίνῃ σχετικὴ φροντίς διὰ τὴν παροχήν τοῦ μαθητοῦ τὰ ἀπαραίτητα βιβλία. — [571, 414, 767, 443]
col8-footer-line-1: (Συνέχεια εἰς τὴν 4ην σελίδα) — [1428, 1726, 1539, 1735]
column-3 — [370, 239, 563, 2199]
col7-para: Βραβεῖον Λίαν Καλῶς 17. — [1190, 302, 1288, 312]
list-item: Ζαχαριάδης Κ. Χρυσανθος — [1393, 1436, 1499, 1446]
col7-para: Τὰ βραβεῖα τῆς Ροδιακῆς καὶ Μεγιστιακῆς Ἀδελφότητος δίδονται εἰς τοὺς ἀποφοιτοῦντας ἐκ Ρόδου καὶ Μεγίστης. — [1190, 357, 1379, 386]
list-item: Μαυρὴ Ν. Μαριλένα — [1393, 759, 1473, 769]
col1-item: 1) ΒΡΑΒΕΙΟΝ ΚΡΗΤΙΚΗΣ ΑΔΕΛΦΟΤΗΤΟΣ. Οὐδεὶς ἐκ τῶν ἀπολυομένων ἐκ Κρήτης ἐβραβεύθη. — [26, 1057, 194, 1086]
col2-item2: Ἀριστοφρονείου Βραβεῖον : Οὐδεμία ἐβραβεύθη. — [208, 1145, 364, 1164]
student-count-label: ΜΑΘΗΤΑΙ ΚΑΙ ΜΑΘΗΤΡΙΑΙ — [83, 110, 257, 124]
headline-line-2: ΤΑ ΣΧΟΛΕΙΑ ΜΕΣΗΣ ΕΚΠΑΙΔΕΥΣΕΩΣ — [419, 122, 1271, 173]
